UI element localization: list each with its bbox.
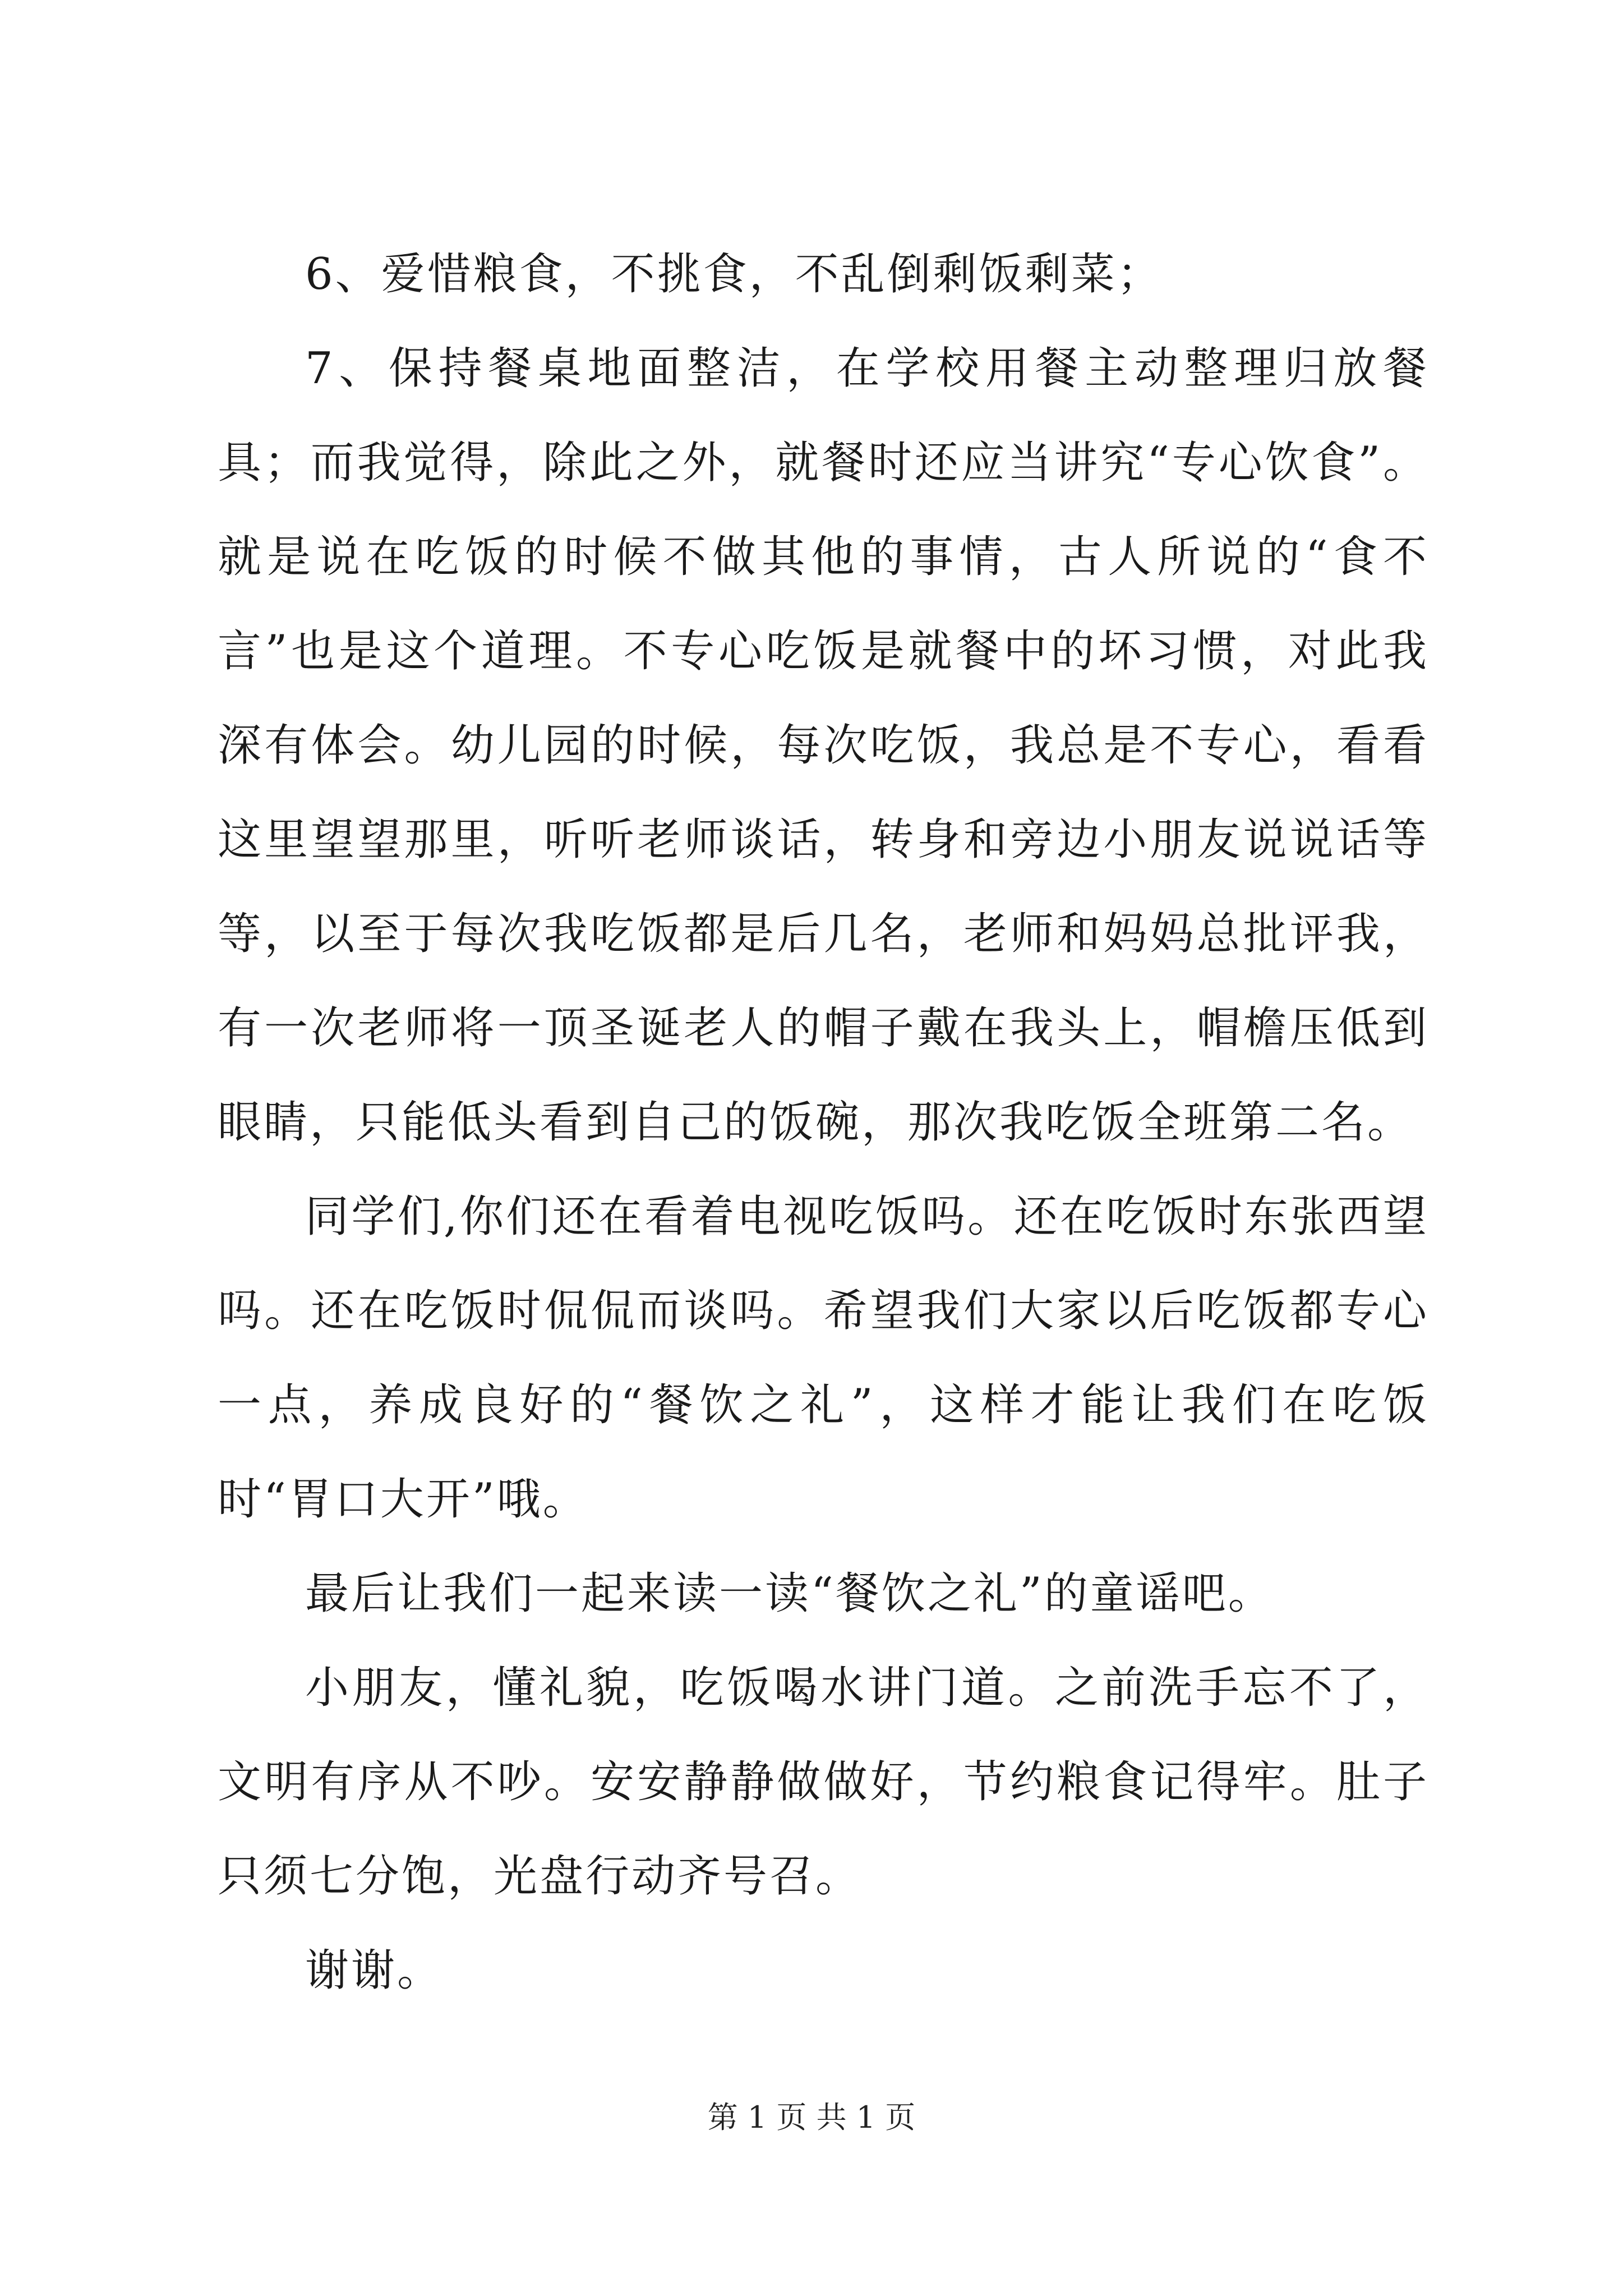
paragraph-item-7: 7、保持餐桌地面整洁，在学校用餐主动整理归放餐具；而我觉得，除此之外，就餐时还应当讲究“专心饮食”。就是说在吃饭的时候不做其他的事情，古人所说的“食不言”也是这个道理。不专心吃饭是就餐中的坏习惯，对此我深有体会。幼儿园的时候，每次吃饭，我总是不专心，看看这里望望那里，听听老师谈话，转身和旁边小朋友说说话等等，以至于每次我吃饭都是后几名，老师和妈妈总批评我，有一次老师将一顶圣诞老人的帽子戴在我头上，帽檐压低到眼睛，只能低头看到自己的饭碗，那次我吃饭全班第二名。 (218, 343, 1429, 1148)
document-body (218, 227, 1429, 2018)
paragraph-nursery-rhyme: 小朋友，懂礼貌，吃饭喝水讲门道。之前洗手忘不了，文明有序从不吵。安安静静做做好，节约粮食记得牢。肚子只须七分饱，光盘行动齐号召。 (218, 1663, 1429, 1902)
page-footer: 第 1 页 共 1 页 (707, 2100, 916, 2135)
paragraph-nursery-rhyme-intro: 最后让我们一起来读一读“餐饮之礼”的童谣吧。 (305, 1568, 1274, 1619)
paragraph-classmates: 同学们,你们还在看着电视吃饭吗。还在吃饭时东张西望吗。还在吃饭时侃侃而谈吗。希望我们大家以后吃饭都专心一点，养成良好的“餐饮之礼”，这样才能让我们在吃饭时“胃口大开”哦。 (218, 1191, 1429, 1525)
paragraph-item-6: 6、爱惜粮食，不挑食，不乱倒剩饭剩菜； (305, 249, 1163, 300)
paragraph-thanks: 谢谢。 (305, 1945, 444, 1996)
